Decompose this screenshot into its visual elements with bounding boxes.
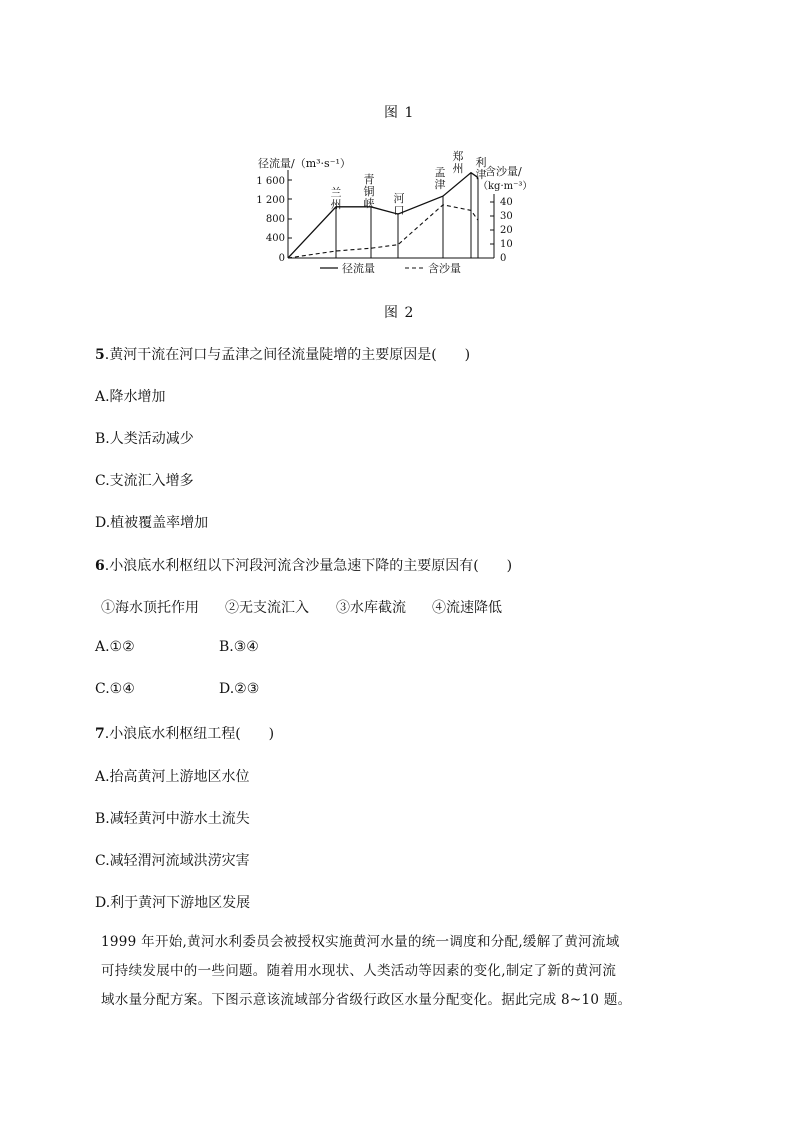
station-label-5: 利津 xyxy=(475,156,487,181)
passage xyxy=(101,928,701,1015)
right-axis-label-line2: （kg·m⁻³） xyxy=(478,181,533,192)
question-7-option-c: C.减轻渭河流域洪涝灾害 xyxy=(95,853,250,869)
right-tick-10: 10 xyxy=(500,239,513,250)
question-7-stem: 7.小浪底水利枢纽工程( ) xyxy=(95,726,275,742)
sediment-series-line xyxy=(288,205,478,258)
passage-line-1: 1999 年开始,黄河水利委员会被授权实施黄河水量的统一调度和分配,缓解了黄河流域 xyxy=(101,934,620,950)
station-label-0: 兰州 xyxy=(330,186,342,211)
runoff-sediment-chart xyxy=(250,140,550,280)
question-6-choice-3: ③水库截流 xyxy=(336,600,406,616)
question-5-number: 5 xyxy=(95,347,105,363)
question-5-stem: 5.黄河干流在河口与孟津之间径流量陡增的主要原因是( ) xyxy=(95,347,471,363)
legend-sediment-label: 含沙量 xyxy=(428,262,461,275)
question-7-option-d: D.利于黄河下游地区发展 xyxy=(95,895,251,911)
left-tick-0: 0 xyxy=(278,253,285,264)
left-tick-1600: 1 600 xyxy=(256,176,285,187)
station-label-1: 青铜峡 xyxy=(363,173,375,210)
passage-line-2: 可持续发展中的一些问题。随着用水现状、人类活动等因素的变化,制定了新的黄河流 xyxy=(101,963,617,979)
right-axis-label-line1: 含沙量/ xyxy=(485,165,522,178)
question-7-option-b: B.减轻黄河中游水土流失 xyxy=(95,811,250,827)
question-7-number: 7 xyxy=(95,726,105,742)
question-6-stem: 6.小浪底水利枢纽以下河段河流含沙量急速下降的主要原因有( ) xyxy=(95,558,513,574)
question-5-option-a: A.降水增加 xyxy=(95,389,166,405)
legend-runoff-label: 径流量 xyxy=(342,262,375,275)
question-6-number: 6 xyxy=(95,558,105,574)
question-6-option-a: A.①② xyxy=(95,639,135,655)
station-label-4: 郑州 xyxy=(452,150,464,175)
question-6-option-b: B.③④ xyxy=(219,639,259,655)
left-axis-label: 径流量/（m³·s⁻¹） xyxy=(258,157,351,170)
question-5-option-b: B.人类活动减少 xyxy=(95,431,194,447)
question-5-option-d: D.植被覆盖率增加 xyxy=(95,515,209,531)
question-6-choice-4: ④流速降低 xyxy=(432,600,502,616)
left-tick-400: 400 xyxy=(265,233,285,244)
right-tick-20: 20 xyxy=(500,225,513,236)
question-5-option-c: C.支流汇入增多 xyxy=(95,473,194,489)
question-6-choice-1: ①海水顶托作用 xyxy=(101,600,199,616)
passage-line-3: 域水量分配方案。下图示意该流域部分省级行政区水量分配变化。据此完成 8~10 题。 xyxy=(101,992,632,1008)
right-tick-30: 30 xyxy=(500,211,513,222)
runoff-series-line xyxy=(288,173,478,258)
right-tick-0: 0 xyxy=(500,253,507,264)
question-6-choice-2: ②无支流汇入 xyxy=(225,600,309,616)
figure2-caption: 图 2 xyxy=(384,305,415,321)
question-6-option-c: C.①④ xyxy=(95,681,135,697)
figure1-caption: 图 1 xyxy=(384,105,415,121)
station-label-2: 河口 xyxy=(393,192,405,217)
station-label-3: 孟津 xyxy=(434,166,446,191)
question-6-option-d: D.②③ xyxy=(219,681,260,697)
left-tick-800: 800 xyxy=(265,214,285,225)
question-7-option-a: A.抬高黄河上游地区水位 xyxy=(95,769,250,785)
right-tick-40: 40 xyxy=(500,197,513,208)
left-tick-1200: 1 200 xyxy=(256,195,285,206)
